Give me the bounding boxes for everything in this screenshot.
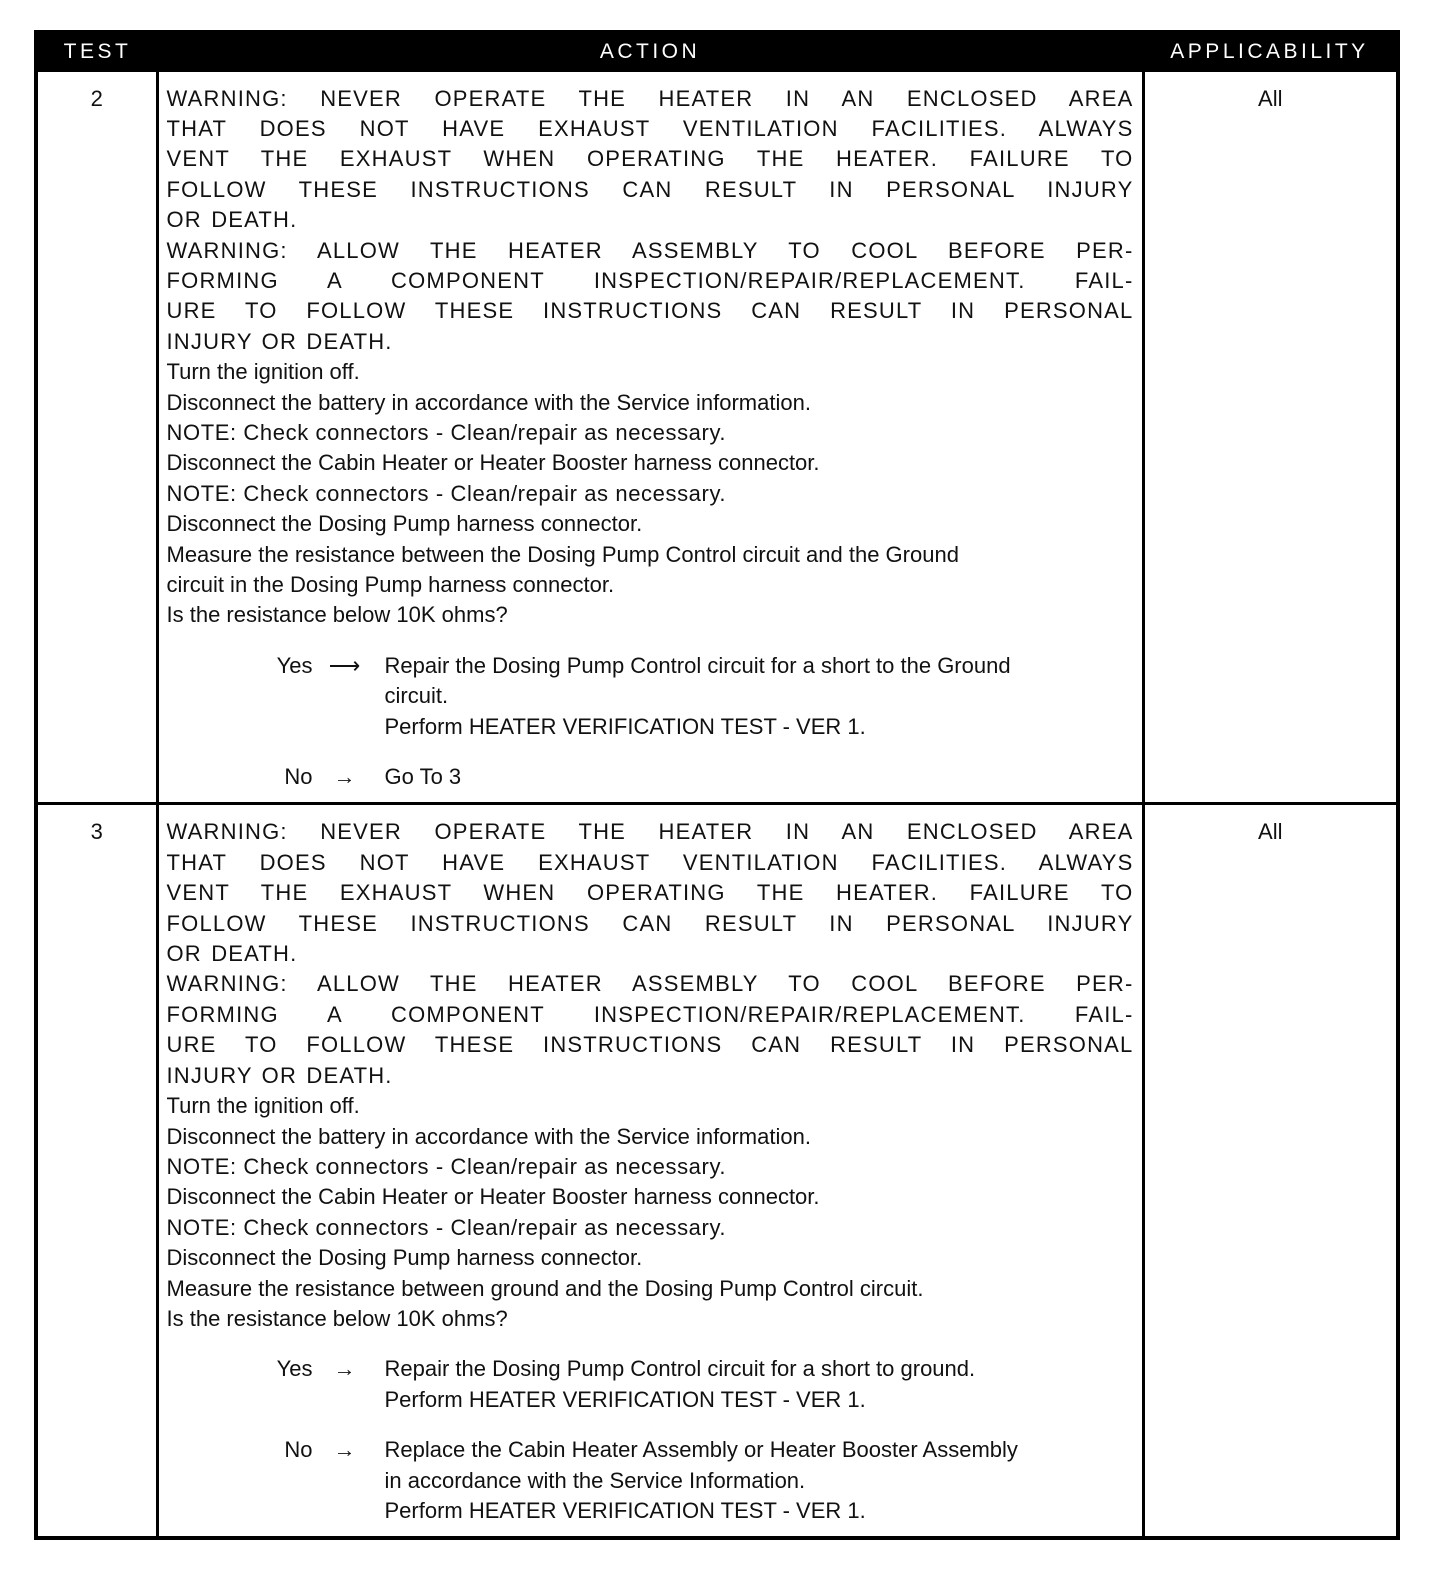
- warning-block: [167, 969, 1134, 1091]
- warning-line: WARNING: ALLOW THE HEATER ASSEMBLY TO COOL BEFORE PER-: [166, 971, 1134, 997]
- branch-result-line: Replace the Cabin Heater Assembly or Heater Booster Assembly: [384, 1437, 1018, 1463]
- header-applicability: APPLICABILITY: [1170, 40, 1369, 64]
- branch-result-line: in accordance with the Service Information.: [384, 1467, 806, 1493]
- step-line: circuit in the Dosing Pump harness connector.: [166, 572, 615, 597]
- step-line: Disconnect the Cabin Heater or Heater Booster harness connector.: [166, 1184, 820, 1210]
- question-line: Is the resistance below 10K ohms?: [166, 1305, 508, 1331]
- note-line: NOTE: Check connectors - Clean/repair as necessary.: [166, 419, 727, 445]
- warning-line: THAT DOES NOT HAVE EXHAUST VENTILATION FACILITIES. ALWAYS: [166, 115, 1134, 141]
- step-line: Disconnect the battery in accordance with the Service information.: [166, 389, 811, 415]
- header-test: TEST: [63, 40, 132, 64]
- applicability-value: All: [1143, 70, 1398, 804]
- branch-label: No: [284, 764, 313, 790]
- warning-line: URE TO FOLLOW THESE INSTRUCTIONS CAN RESULT IN PERSONAL: [166, 1032, 1134, 1058]
- test-number: 2: [36, 70, 157, 804]
- note-line: NOTE: Check connectors - Clean/repair as necessary.: [166, 480, 727, 506]
- arrow-icon: →: [333, 1356, 356, 1382]
- action-cell: [157, 804, 1143, 1538]
- step-line: Measure the resistance between ground and the Dosing Pump Control circuit.: [166, 1275, 924, 1301]
- action-cell: [157, 70, 1143, 804]
- branch-result-line: Perform HEATER VERIFICATION TEST - VER 1.: [384, 1497, 866, 1523]
- table-header-row: [36, 32, 1398, 70]
- warning-line: WARNING: NEVER OPERATE THE HEATER IN AN ENCLOSED AREA: [166, 819, 1134, 845]
- arrow-icon: ⟶: [328, 652, 361, 678]
- branch-result: [377, 762, 1134, 792]
- branch-result-line: Perform HEATER VERIFICATION TEST - VER 1.: [384, 713, 866, 739]
- step-line: Disconnect the battery in accordance with the Service information.: [166, 1123, 811, 1149]
- step-list: [167, 357, 1134, 631]
- diagnostic-procedure-table: [34, 30, 1400, 1540]
- branch-result: [377, 1435, 1134, 1526]
- warning-line: THAT DOES NOT HAVE EXHAUST VENTILATION FACILITIES. ALWAYS: [166, 849, 1134, 875]
- branch-result-line: Perform HEATER VERIFICATION TEST - VER 1.: [384, 1386, 866, 1412]
- branch-no: [167, 762, 1134, 792]
- arrow-icon: →: [333, 1437, 356, 1463]
- warning-line: URE TO FOLLOW THESE INSTRUCTIONS CAN RESULT IN PERSONAL: [166, 298, 1134, 324]
- warning-block: [167, 817, 1134, 969]
- step-line: Disconnect the Dosing Pump harness connector.: [166, 511, 643, 537]
- warning-block: [167, 236, 1134, 358]
- warning-line: OR DEATH.: [166, 207, 298, 233]
- table-row: [36, 804, 1398, 1538]
- arrow-icon: →: [333, 764, 356, 790]
- branch-yes: [167, 651, 1134, 742]
- branch-result-line: Repair the Dosing Pump Control circuit for a short to ground.: [384, 1356, 976, 1382]
- warning-line: INJURY OR DEATH.: [166, 328, 393, 354]
- warning-line: FOLLOW THESE INSTRUCTIONS CAN RESULT IN PERSONAL INJURY: [166, 910, 1134, 936]
- goto-link[interactable]: Go To 3: [384, 764, 462, 790]
- warning-line: WARNING: ALLOW THE HEATER ASSEMBLY TO COOL BEFORE PER-: [166, 237, 1134, 263]
- warning-line: FOLLOW THESE INSTRUCTIONS CAN RESULT IN PERSONAL INJURY: [166, 176, 1134, 202]
- step-list: [167, 1091, 1134, 1334]
- warning-line: FORMING A COMPONENT INSPECTION/REPAIR/REPLACEMENT. FAIL-: [166, 267, 1134, 293]
- step-line: Disconnect the Dosing Pump harness connector.: [166, 1245, 643, 1271]
- warning-line: OR DEATH.: [166, 941, 298, 967]
- branch-list: [167, 651, 1134, 793]
- branch-no: [167, 1435, 1134, 1526]
- note-line: NOTE: Check connectors - Clean/repair as necessary.: [166, 1214, 727, 1240]
- table-row: [36, 70, 1398, 804]
- warning-line: FORMING A COMPONENT INSPECTION/REPAIR/REPLACEMENT. FAIL-: [166, 1001, 1134, 1027]
- branch-label: Yes: [276, 1356, 313, 1382]
- branch-result: [377, 651, 1134, 742]
- warning-line: WARNING: NEVER OPERATE THE HEATER IN AN ENCLOSED AREA: [166, 85, 1134, 111]
- note-line: NOTE: Check connectors - Clean/repair as necessary.: [166, 1153, 727, 1179]
- branch-result-line: Repair the Dosing Pump Control circuit for a short to the Ground: [384, 652, 1011, 678]
- step-line: Turn the ignition off.: [166, 359, 360, 385]
- step-line: Disconnect the Cabin Heater or Heater Booster harness connector.: [166, 450, 820, 476]
- branch-result: [377, 1354, 1134, 1415]
- warning-block: [167, 84, 1134, 236]
- warning-line: INJURY OR DEATH.: [166, 1062, 393, 1088]
- applicability-value: All: [1143, 804, 1398, 1538]
- branch-list: [167, 1354, 1134, 1526]
- question-line: Is the resistance below 10K ohms?: [166, 602, 508, 628]
- branch-label: No: [284, 1437, 313, 1463]
- branch-label: Yes: [276, 652, 313, 678]
- warning-line: VENT THE EXHAUST WHEN OPERATING THE HEATER. FAILURE TO: [166, 146, 1134, 172]
- step-line: Turn the ignition off.: [166, 1093, 360, 1119]
- header-action: ACTION: [599, 40, 701, 64]
- warning-line: VENT THE EXHAUST WHEN OPERATING THE HEATER. FAILURE TO: [166, 880, 1134, 906]
- branch-yes: [167, 1354, 1134, 1415]
- branch-result-line: circuit.: [384, 683, 449, 709]
- test-number: 3: [36, 804, 157, 1538]
- step-line: Measure the resistance between the Dosing Pump Control circuit and the Ground: [166, 541, 959, 567]
